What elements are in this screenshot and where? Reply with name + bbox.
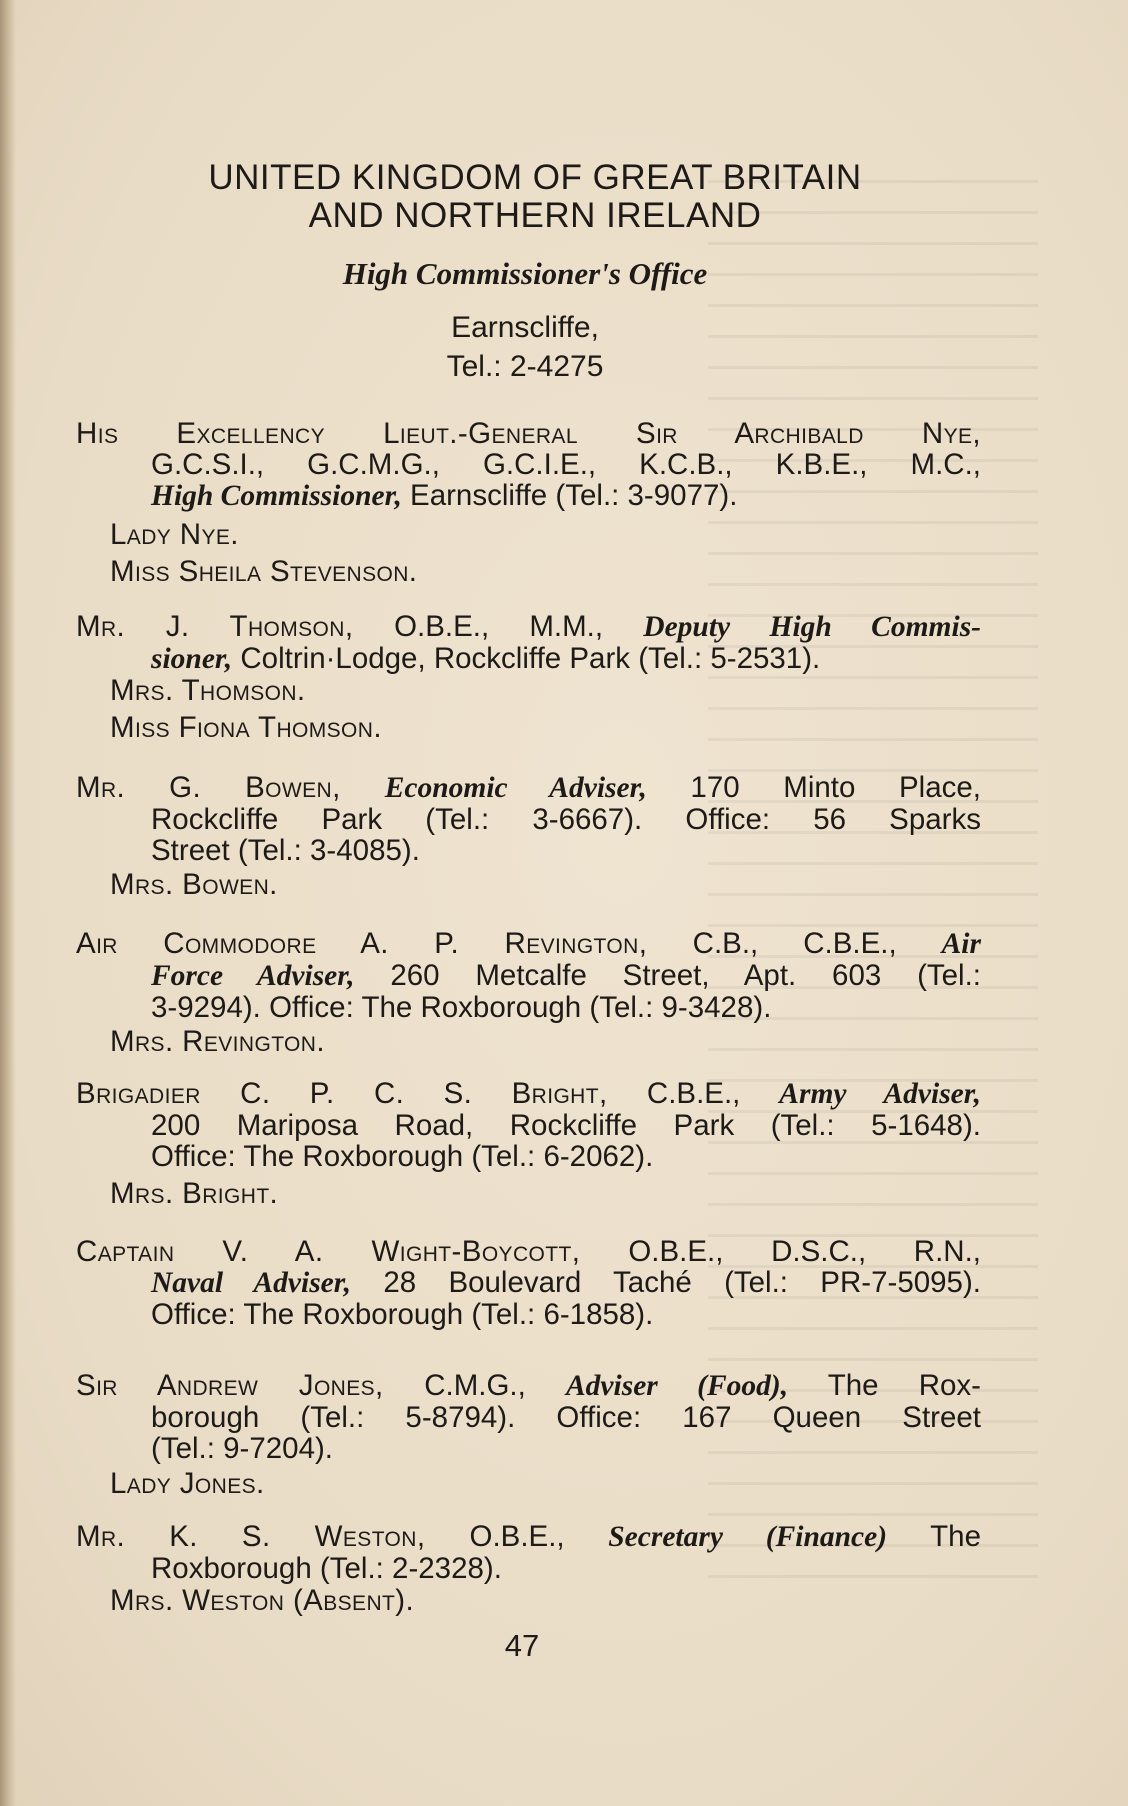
entry-detail-line [76,1553,981,1584]
entry-text: Earnscliffe (Tel.: 3-9077). [401,479,738,512]
entry-title-text: High Commissioner, [151,480,402,512]
entry-text: Roxborough (Tel.: 2-2328). [151,1552,502,1585]
entry-title-text: Deputy High Commis- [643,611,981,643]
entry-detail-line [76,835,981,866]
entry-person-name: Air Commodore A. P. Revington, [76,927,693,960]
entry-text: G.C.S.I., G.C.M.G., G.C.I.E., K.C.B., K.B.E., M.C., [151,448,981,481]
entry-text: The Rox- [788,1369,982,1402]
entry-person-name: Captain V. A. Wight-Boycott, [76,1235,629,1268]
entry-detail-line [76,643,981,675]
entry-text: O.B.E., M.M., [394,610,644,643]
dependent-name: Mrs. Revington. [110,1025,325,1058]
entry-text: Office: The Roxborough (Tel.: 6-2062). [151,1140,654,1173]
entry-text: C.B., C.B.E., [692,927,942,960]
staff-entry [76,611,981,675]
staff-entry [76,418,981,512]
entry-detail-line [76,1110,981,1141]
entry-text: The [887,1520,982,1553]
entry-text: Street (Tel.: 3-4085). [151,834,420,867]
entry-text: O.B.E., D.S.C., R.N., [628,1235,981,1268]
entry-text: Coltrin·Lodge, Rockcliffe Park (Tel.: 5-2531). [232,642,821,675]
entry-text: C.B.E., [646,1077,780,1110]
dependent-name: Mrs. Bowen. [110,868,278,901]
dependent-name: Mrs. Thomson. [110,674,306,707]
staff-entry [76,1236,981,1330]
entry-title-text: Force Adviser, [151,960,355,992]
entry-name-line [76,1236,981,1267]
dependent-name: Miss Fiona Thomson. [110,711,382,744]
entry-name-line [76,1370,981,1402]
country-heading-line2: AND NORTHERN IRELAND [308,196,762,235]
entry-detail-line [76,804,981,835]
staff-entry [76,928,981,1023]
entry-text: C.M.G., [424,1369,566,1402]
entry-person-name: Mr. G. Bowen, [76,771,385,804]
dependent-name: Miss Sheila Stevenson. [110,555,418,588]
entry-detail-line [76,1433,981,1464]
staff-entry [76,1521,981,1584]
entry-person-name: Brigadier C. P. C. S. Bright, [76,1077,647,1110]
office-address: Earnscliffe, [451,311,599,344]
entry-detail-line [76,992,981,1023]
entry-text: 3-9294). Office: The Roxborough (Tel.: 9-3428). [151,991,772,1024]
staff-entry [76,772,981,866]
entry-text: Rockcliffe Park (Tel.: 3-6667). Office: 56 Sparks [151,803,981,836]
entry-text: 200 Mariposa Road, Rockcliffe Park (Tel.: 5-1648). [151,1109,981,1142]
entry-text: O.B.E., [469,1520,609,1553]
entry-name-line [76,1521,981,1553]
entry-name-line [76,772,981,804]
entry-title-text: Naval Adviser, [151,1267,352,1299]
entry-person-name: Mr. K. S. Weston, [76,1520,470,1553]
entry-detail-line [76,480,981,512]
dependent-name: Lady Nye. [110,518,239,551]
entry-title-text: Secretary (Finance) [608,1521,888,1553]
entry-title-text: sioner, [151,643,233,675]
entry-title-text: Adviser (Food), [566,1370,789,1402]
entry-text: 28 Boulevard Taché (Tel.: PR-7-5095). [351,1266,981,1299]
entry-text: (Tel.: 9-7204). [151,1432,333,1465]
entry-title-text: Economic Adviser, [384,772,647,804]
entry-person-name: Sir Andrew Jones, [76,1369,425,1402]
entry-detail-line [76,1402,981,1433]
entry-person-name: His Excellency Lieut.-General Sir Archibald Nye, [76,417,981,450]
entry-detail-line [76,449,981,480]
dependent-name: Mrs. Weston (Absent). [110,1584,415,1617]
entry-person-name: Mr. J. Thomson, [76,610,395,643]
entry-title-text: Army Adviser, [779,1078,982,1110]
entry-detail-line [76,960,981,992]
entry-text: 170 Minto Place, [646,771,981,804]
office-telephone: Tel.: 2-4275 [446,350,604,383]
country-heading-line1: UNITED KINGDOM OF GREAT BRITAIN [208,158,862,197]
entry-title-text: Air [941,928,981,960]
entry-text: Office: The Roxborough (Tel.: 6-1858). [151,1298,654,1331]
office-heading: High Commissioner's Office [342,256,708,291]
entry-name-line [76,611,981,643]
entry-detail-line [76,1141,981,1172]
entry-text: 260 Metcalfe Street, Apt. 603 (Tel.: [354,959,981,992]
page-number: 47 [504,1628,540,1663]
dependent-name: Mrs. Bright. [110,1177,279,1210]
staff-entry [76,1370,981,1464]
entry-text: borough (Tel.: 5-8794). Office: 167 Queen Street [151,1401,981,1434]
entry-name-line [76,1078,981,1110]
dependent-name: Lady Jones. [110,1467,265,1500]
entry-detail-line [76,1267,981,1299]
entry-name-line [76,928,981,960]
staff-entry [76,1078,981,1172]
entry-detail-line [76,1299,981,1330]
entry-name-line [76,418,981,449]
